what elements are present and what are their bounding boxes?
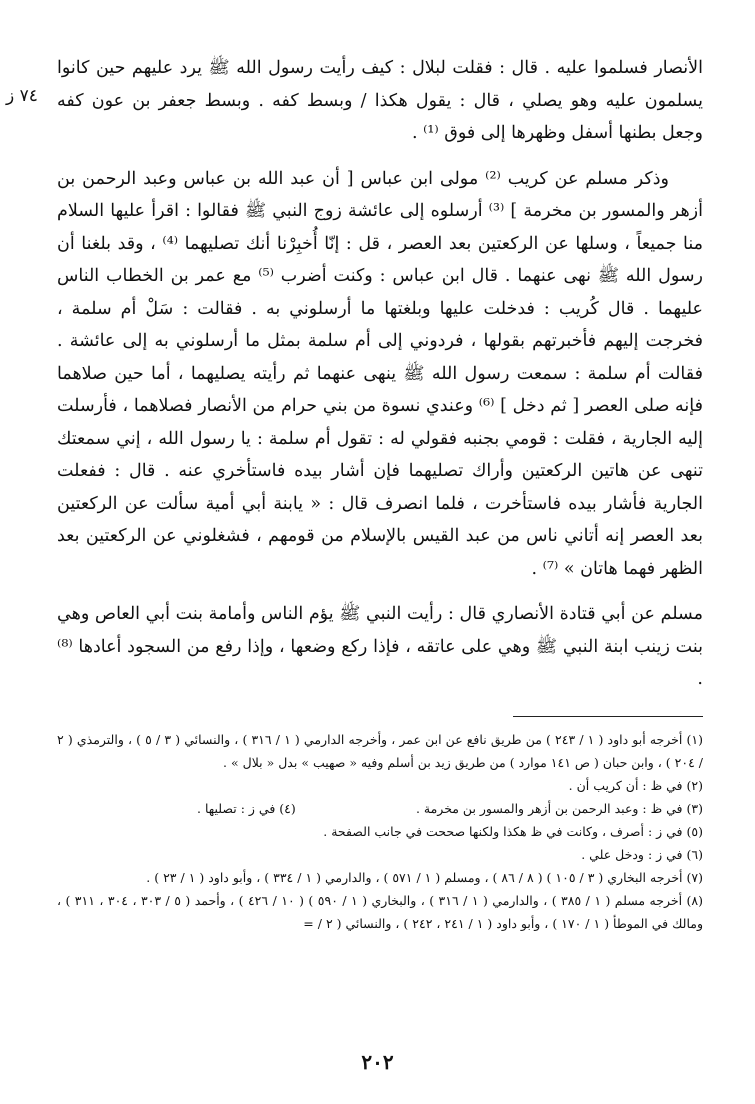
footnote-4: (٤) في ز : تصليها . (197, 801, 296, 816)
footnote-7: (٧) أخرجه البخاري ( ٣ / ١٠٥ ) ( ٨ / ٨٦ ) ، ومسلم ( ١ / ٥٧١ ) ، والدارمي ( ١ / ٣٣٤ ) ، وأبو داود ( ١ / ٢٣ ) . (146, 870, 703, 885)
margin-page-reference: ٧٤ ز (6, 86, 38, 106)
footnote-8: (٨) أخرجه مسلم ( ١ / ٣٨٥ ) ، والدارمي ( ١ / ٣١٦ ) ، والبخاري ( ١ / ٥٩٠ ) ( ١٠ / ٤٢٦ ) ، وأحمد ( ٥ / ٣٠٣ ، ٣٠٤ ، ٣١١ ) ، ومالك في الموطأ ( ١ / ١٧٠ ) ، وأبو داود ( ١ / ٢٤١ ، ٢٤٢ ) ، والنسائي ( ٢ / = (57, 893, 703, 931)
footnote-6: (٦) في ز : ودخل علي . (581, 847, 703, 862)
footnote-3: (٣) في ظ : وعبد الرحمن بن أزهر والمسور بن مخرمة . (415, 801, 703, 816)
footnote-2: (٢) في ظ : أن كريب أن . (568, 778, 703, 793)
page-number: ٢٠٢ (361, 1050, 394, 1074)
paragraph-2: وذكر مسلم عن كريب ⁽²⁾ مولى ابن عباس [ أن عبد الله بن عباس وعبد الرحمن بن أزهر والمسور بن مخرمة ] ⁽³⁾ أرسلوه إلى عائشة زوج النبي ﷺ فقالوا : اقرأ عليها السلام منا جميعاً ، وسلها عن الركعتين بعد العصر ، قل : إنّا أُخبِرْنا أنك تصليهما ⁽⁴⁾ ، وقد بلغنا أن رسول الله ﷺ نهى عنهما . قال ابن عباس : وكنت أضرب ⁽⁵⁾ مع عمر بن الخطاب الناس عليهما . قال كُريب : فدخلت عليها وبلغتها ما أرسلوني به . فقالت : سَلْ أم سلمة ، فخرجت إليهم فأخبرتهم بقولها ، فردوني إلى أم سلمة بمثل ما أرسلوني به إلى عائشة . فقالت أم سلمة : سمعت رسول الله ﷺ ينهى عنهما ثم رأيته يصليهما ، أما حين صلاهما فإنه صلى العصر [ ثم دخل ] ⁽⁶⁾ وعندي نسوة من بني حرام من الأنصار فصلاهما ، فأرسلت إليه الجارية ، فقلت : قومي بجنبه فقولي له : تقول أم سلمة : يا رسول الله ، إني سمعتك تنهى عن هاتين الركعتين وأراك تصليهما فإن أشار بيده فاستأخري عنه . قال : ففعلت الجارية فأشار بيده فاستأخرت ، فلما انصرف قال : « يابنة أبي أمية سألت عن الركعتين بعد العصر إنه أتاني ناس من عبد القيس بالإسلام من قومهم ، فشغلوني عن الركعتين بعد الظهر فهما هاتان » ⁽⁷⁾ . (57, 168, 703, 579)
footnote-5: (٥) في ز : أصرف ، وكانت في ظ هكذا ولكنها صححت في جانب الصفحة . (323, 824, 703, 839)
footnote-row-3-4 (57, 797, 703, 820)
footnotes (57, 728, 703, 935)
footnote-1: (١) أخرجه أبو داود ( ١ / ٢٤٣ ) من طريق نافع عن ابن عمر ، وأخرجه الدارمي ( ١ / ٣١٦ ) ، والنسائي ( ٣ / ٥ ) ، والترمذي ( ٢ / ٢٠٤ ) ، وابن حبان ( ص ١٤١ موارد ) من طريق زيد بن أسلم وفيه « صهيب » بدل « بلال » . (57, 732, 703, 770)
main-text (57, 52, 703, 696)
footnote-divider (513, 716, 703, 717)
paragraph-3: مسلم عن أبي قتادة الأنصاري قال : رأيت النبي ﷺ يؤم الناس وأمامة بنت أبي العاص وهي بنت زينب ابنة النبي ﷺ وهي على عاتقه ، فإذا ركع وضعها ، وإذا رفع من السجود أعادها ⁽⁸⁾ . (57, 604, 703, 689)
paragraph-1: الأنصار فسلموا عليه . قال : فقلت لبلال : كيف رأيت رسول الله ﷺ يرد عليهم حين كانوا يسلمون عليه وهو يصلي ، قال : يقول هكذا / وبسط كفه . وبسط جعفر بن عون كفه وجعل بطنها أسفل وظهرها إلى فوق ⁽¹⁾ . (57, 58, 703, 143)
